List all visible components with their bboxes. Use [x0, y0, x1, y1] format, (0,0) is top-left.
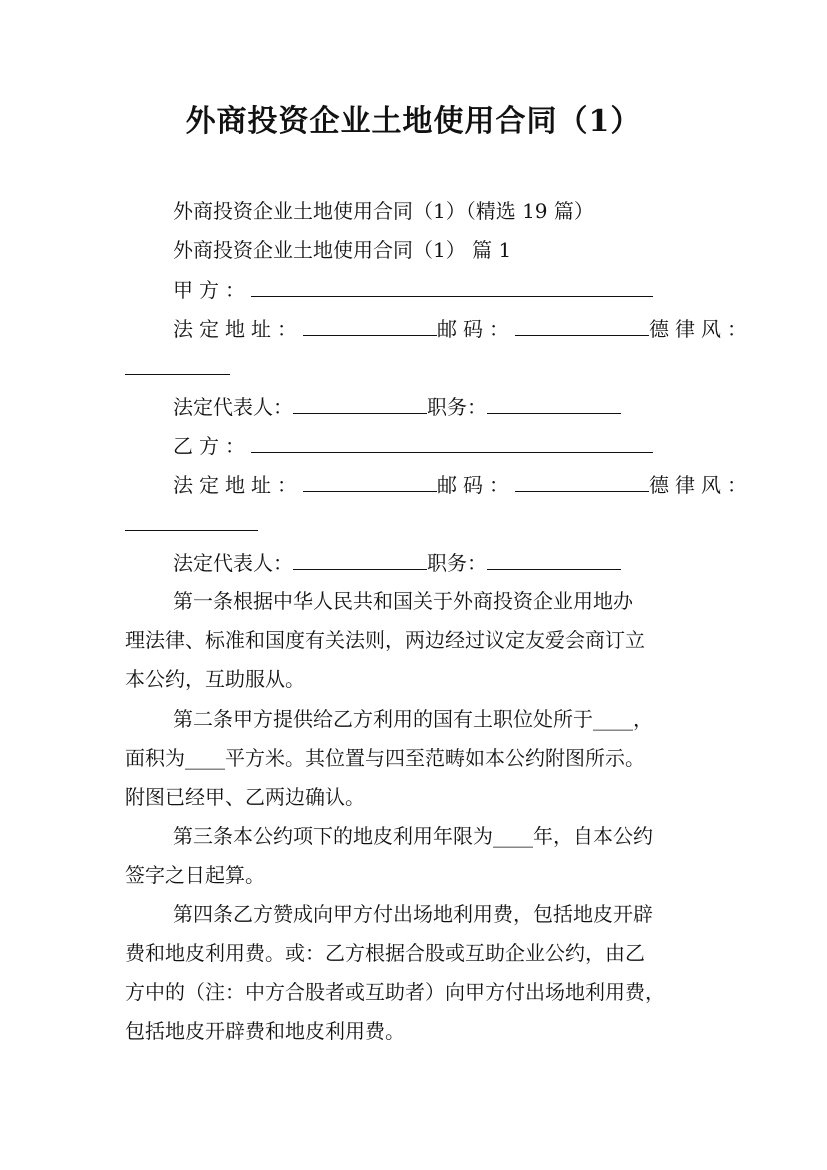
article-4-line: 方中的（注：中方合股者或互助者）向甲方付出场地利用费，: [125, 980, 665, 1004]
party-b-label: 乙方：: [173, 434, 251, 458]
address-label: 法定地址：: [173, 473, 303, 497]
subtitle-line: 外商投资企业土地使用合同（1）（精选 19 篇）: [173, 199, 594, 223]
party-b-row: [173, 426, 718, 465]
document-title: 外商投资企业土地使用合同（1）: [185, 104, 642, 139]
rep-blank: [293, 543, 427, 570]
party-b-address-row: [173, 465, 753, 504]
position-blank: [487, 543, 621, 570]
party-a-label: 甲方：: [173, 278, 251, 302]
postcode-label: 邮码：: [437, 317, 515, 341]
position-label: 职务：: [427, 551, 487, 575]
postcode-blank: [515, 309, 649, 336]
article-2-line: 第二条甲方提供给乙方利用的国有土职位处所于____，: [173, 707, 653, 731]
article-3-line: 签字之日起算。: [125, 863, 265, 887]
phone-blank: [125, 504, 258, 531]
party-b-blank: [251, 426, 653, 453]
rep-blank: [293, 387, 427, 414]
postcode-label: 邮码：: [437, 473, 515, 497]
article-2-line: 面积为____平方米。其位置与四至范畴如本公约附图所示。: [125, 746, 645, 770]
phone-label: 德律风：: [649, 473, 753, 497]
phone-label: 德律风：: [649, 317, 753, 341]
article-3-line: 第三条本公约项下的地皮利用年限为____年，自本公约: [173, 824, 653, 848]
party-a-phone-row: [125, 348, 715, 387]
article-1-line: 第一条根据中华人民共和国关于外商投资企业用地办: [173, 589, 633, 613]
address-label: 法定地址：: [173, 317, 303, 341]
party-a-rep-row: [173, 387, 718, 426]
address-blank: [303, 465, 437, 492]
rep-label: 法定代表人：: [173, 551, 293, 575]
section-heading: 外商投资企业土地使用合同（1） 篇 1: [173, 238, 512, 262]
address-blank: [303, 309, 437, 336]
article-1-line: 本公约，互助服从。: [125, 667, 305, 691]
article-4-line: 包括地皮开辟费和地皮利用费。: [125, 1019, 405, 1043]
party-b-rep-row: [173, 543, 718, 582]
party-a-blank: [251, 270, 653, 297]
party-a-address-row: [173, 309, 753, 348]
postcode-blank: [515, 465, 649, 492]
rep-label: 法定代表人：: [173, 395, 293, 419]
article-4-line: 费和地皮利用费。或：乙方根据合股或互助企业公约，由乙: [125, 941, 645, 965]
article-2-line: 附图已经甲、乙两边确认。: [125, 785, 365, 809]
article-1-line: 理法律、标准和国度有关法则，两边经过议定友爱会商订立: [125, 628, 645, 652]
article-4-line: 第四条乙方赞成向甲方付出场地利用费，包括地皮开辟: [173, 902, 653, 926]
position-label: 职务：: [427, 395, 487, 419]
party-b-phone-row: [125, 504, 715, 543]
phone-blank: [125, 348, 230, 375]
position-blank: [487, 387, 621, 414]
party-a-row: [173, 270, 718, 309]
